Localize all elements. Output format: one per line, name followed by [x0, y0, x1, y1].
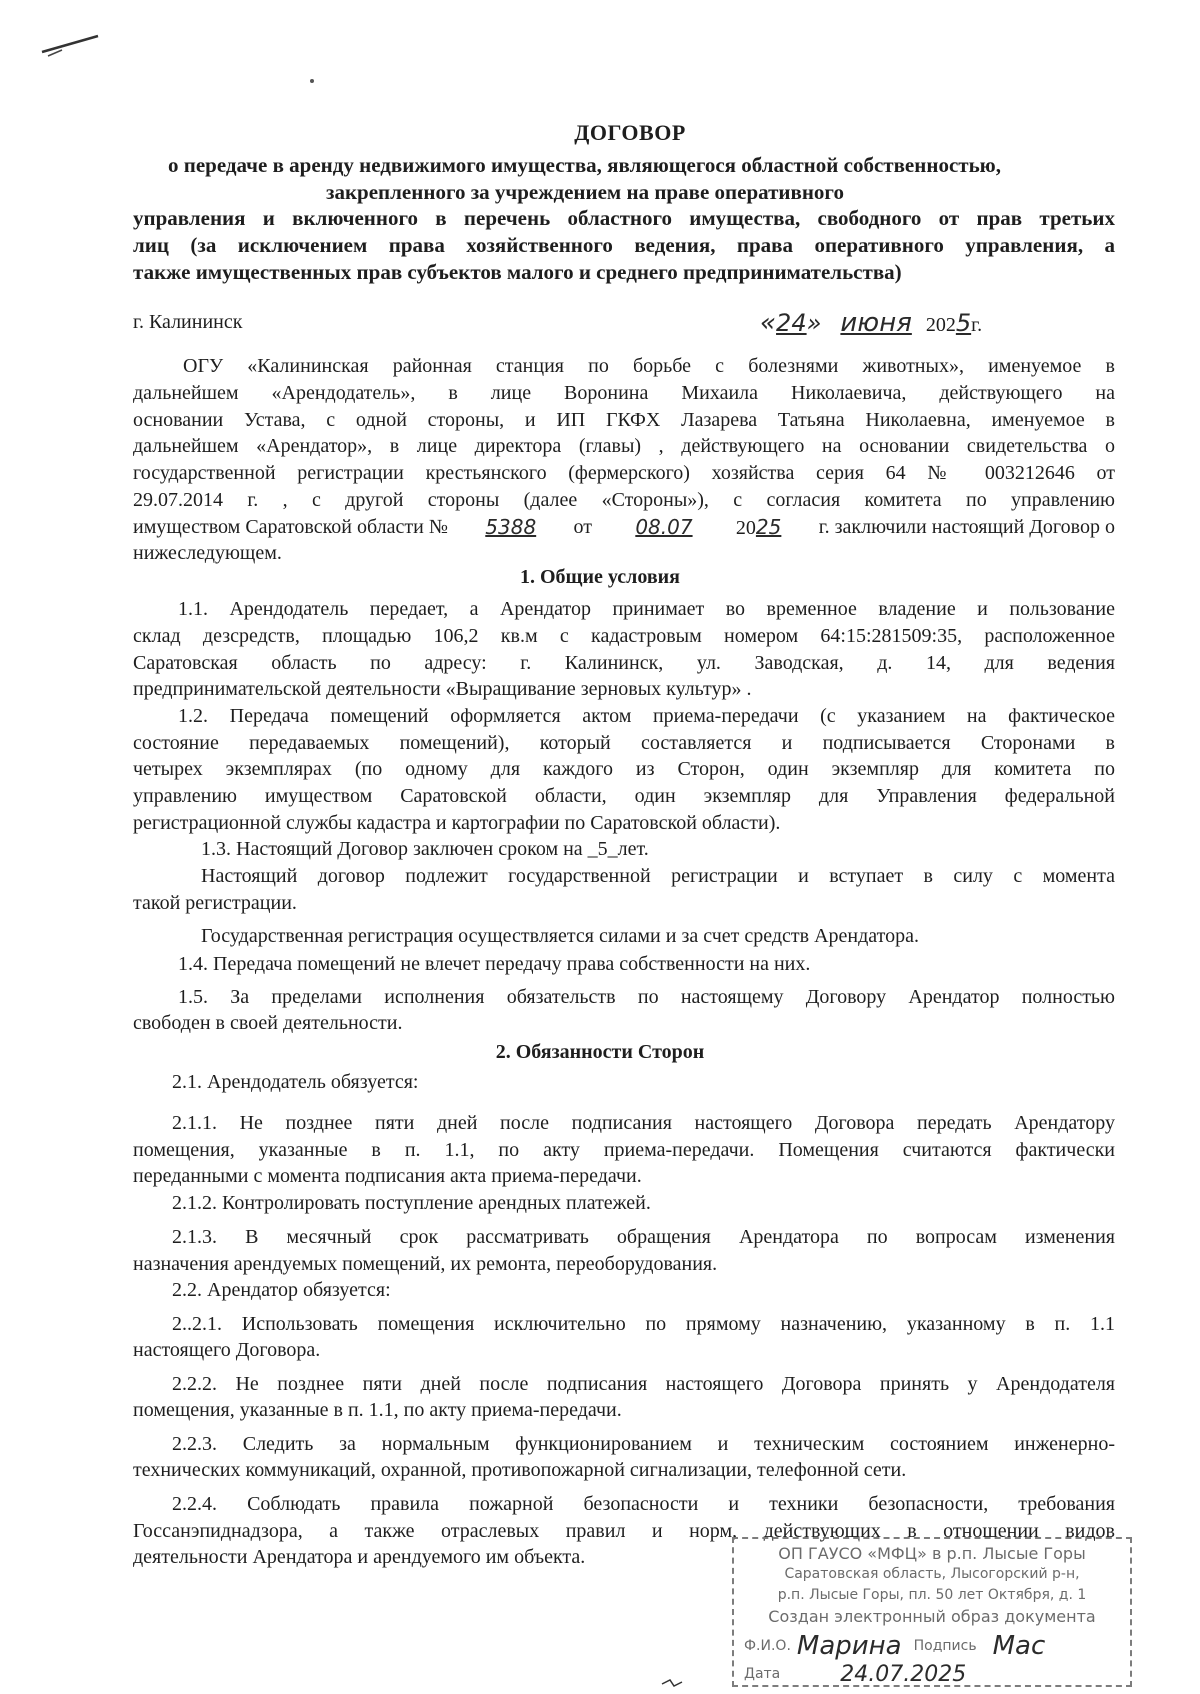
handwritten-stamp-date: 24.07.2025 — [840, 1662, 967, 1687]
section-1-line-15: 1.5. За пределами исполнения обязательств по настоящему Договору Арендатор полностью — [178, 986, 1115, 1008]
preamble-line-1: ОГУ «Калининская районная станция по борьбе с болезнями животных», именуемое в — [183, 355, 1115, 377]
subtitle-line-5: также имущественных прав субъектов малого и среднего предпринимательства) — [133, 260, 902, 284]
subtitle-line-3: управления и включенного в перечень областного имущества, свободного от прав третьих — [133, 206, 1115, 230]
preamble-line-2: дальнейшем «Арендодатель», в лице Воронина Михаила Николаевича, действующего на — [133, 382, 1115, 404]
certification-stamp — [732, 1537, 1132, 1687]
stamp-date-label: Дата — [744, 1666, 781, 1682]
preamble-line-4: дальнейшем «Арендатор», в лице директора (главы) , действующего на основании свидетельства о — [133, 435, 1115, 457]
preamble-line-last: нижеследующем. — [133, 542, 282, 564]
section-2-line-16: Госсанэпиднадзора, а также отраслевых правил и норм, действующих в отношении видов — [133, 1520, 1115, 1542]
section-2-line-14: технических коммуникаций, охранной, противопожарной сигнализации, телефонной сети. — [133, 1459, 907, 1481]
scan-dot — [308, 76, 316, 86]
consent-date: 08.07 — [635, 515, 693, 539]
section-1-line-2: склад дезсредств, площадью 106,2 кв.м с кадастровым номером 64:15:281509:35, расположенное — [133, 625, 1115, 647]
date-month: июня — [840, 308, 912, 338]
date-year-prefix: 202 — [925, 314, 956, 336]
section-1-line-10: 1.3. Настоящий Договор заключен сроком на _5_лет. — [201, 838, 649, 860]
section-1-line-3: Саратовская область по адресу: г. Калининск, ул. Заводская, д. 14, для ведения — [133, 652, 1115, 674]
stamp-signature-label: Подпись — [913, 1638, 977, 1654]
consent-text-after: г. заключили настоящий Договор о — [818, 516, 1115, 538]
preamble-consent-line — [133, 514, 1115, 541]
scan-mark-bottom — [660, 1676, 684, 1690]
document-title: ДОГОВОР — [574, 120, 686, 145]
consent-number: 5388 — [485, 515, 537, 539]
date-year-unit: г. — [971, 314, 983, 336]
date-open-quote: « — [760, 308, 777, 338]
section-2-line-15: 2.2.4. Соблюдать правила пожарной безопасности и техники безопасности, требования — [172, 1493, 1115, 1515]
consent-year-prefix: 20 — [735, 517, 756, 539]
stamp-line-2: Саратовская область, Лысогорский р-н, — [784, 1566, 1080, 1582]
section-2-line-9: 2..2.1. Использовать помещения исключительно по прямому назначению, указанному в п. 1.1 — [172, 1313, 1115, 1335]
section-1-line-9: регистрационной службы кадастра и картографии по Саратовской области). — [133, 812, 781, 834]
preamble-line-5: государственной регистрации крестьянского (фермерского) хозяйства серия 64 № 003212646 от — [133, 462, 1115, 484]
stamp-line-1: ОП ГАУСО «МФЦ» в р.п. Лысые Горы — [778, 1544, 1086, 1563]
section-1-line-12: такой регистрации. — [133, 892, 297, 914]
stamp-line-4: Создан электронный образ документа — [768, 1607, 1096, 1626]
stamp-date-row — [744, 1657, 1120, 1685]
section-2-line-8: 2.2. Арендатор обязуется: — [172, 1279, 391, 1301]
stamp-line-3: р.п. Лысые Горы, пл. 50 лет Октября, д. 1 — [777, 1587, 1087, 1603]
section-1-line-14: 1.4. Передача помещений не влечет передачу права собственности на них. — [178, 953, 811, 975]
section-2-line-3: помещения, указанные в п. 1.1, по акту приема-передачи. Помещения считаются фактически — [133, 1139, 1115, 1161]
section-1-line-1: 1.1. Арендодатель передает, а Арендатор принимает во временное владение и пользование — [178, 598, 1115, 620]
stamp-name-label: Ф.И.О. — [744, 1638, 791, 1654]
section-2-line-4: переданными с момента подписания акта приема-передачи. — [133, 1165, 642, 1187]
section-1-line-13: Государственная регистрация осуществляется силами и за счет средств Арендатора. — [201, 925, 920, 947]
section-2-line-6: 2.1.3. В месячный срок рассматривать обращения Арендатора по вопросам изменения — [172, 1226, 1115, 1248]
section-2-line-5: 2.1.2. Контролировать поступление арендных платежей. — [172, 1192, 651, 1214]
subtitle-line-2: закрепленного за учреждением на праве оперативного — [326, 180, 844, 204]
section-1-line-11: Настоящий договор подлежит государственной регистрации и вступает в силу с момента — [201, 865, 1115, 887]
section-2-heading: 2. Обязанности Сторон — [495, 1041, 705, 1063]
section-2-line-2: 2.1.1. Не позднее пяти дней после подписания настоящего Договора передать Арендатору — [172, 1112, 1115, 1134]
preamble-line-3: основании Устава, с одной стороны, и ИП ГКФХ Лазарева Татьяна Николаевна, именуемое в — [133, 409, 1115, 431]
date-year-suffix: 5 — [955, 309, 972, 337]
section-1-line-4: предпринимательской деятельности «Выращивание зерновых культур» . — [133, 678, 752, 700]
subtitle-line-1: о передаче в аренду недвижимого имущества, являющегося областной собственностью, — [168, 153, 1001, 177]
handwritten-name: Марина — [796, 1631, 902, 1661]
section-1-heading: 1. Общие условия — [520, 566, 680, 588]
preamble-line-6: 29.07.2014 г. , с другой стороны (далее «Стороны»), с согласия комитета по управлению — [133, 489, 1115, 511]
section-1-line-7: четырех экземплярах (по одному для каждого из Сторон, один экземпляр для комитета по — [133, 758, 1115, 780]
city: г. Калининск — [133, 311, 243, 333]
section-2-line-7: назначения арендуемых помещений, их ремонта, переоборудования. — [133, 1253, 718, 1275]
subtitle-line-4: лиц (за исключением права хозяйственного ведения, права оперативного управления, а — [133, 233, 1115, 257]
date-day: 24 — [776, 309, 807, 337]
section-2-line-1: 2.1. Арендодатель обязуется: — [172, 1071, 419, 1093]
consent-year: 25 — [755, 515, 782, 539]
date-close-quote: » — [806, 309, 822, 337]
section-2-line-10: настоящего Договора. — [133, 1339, 321, 1361]
contract-date — [760, 308, 982, 338]
section-1-line-5: 1.2. Передача помещений оформляется актом приема-передачи (с указанием на фактическое — [178, 705, 1115, 727]
section-2-line-13: 2.2.3. Следить за нормальным функционированием и техническим состоянием инженерно- — [172, 1433, 1115, 1455]
handwritten-signature: Мас — [992, 1631, 1046, 1661]
section-1-line-6: состояние передаваемых помещений), который составляется и подписывается Сторонами в — [133, 732, 1115, 754]
section-1-line-16: свободен в своей деятельности. — [133, 1012, 403, 1034]
section-2-line-12: помещения, указанные в п. 1.1, по акту приема-передачи. — [133, 1399, 622, 1421]
consent-from: от — [573, 516, 592, 538]
stamp-signature-row — [744, 1627, 1120, 1661]
section-2-line-17: деятельности Арендатора и арендуемого им объекта. — [133, 1546, 586, 1568]
section-1-line-8: управлению имуществом Саратовской области, один экземпляр для Управления федеральной — [133, 785, 1115, 807]
consent-text-before: имуществом Саратовской области № — [133, 516, 448, 538]
section-2-line-11: 2.2.2. Не позднее пяти дней после подписания настоящего Договора принять у Арендодателя — [172, 1373, 1115, 1395]
scan-mark-top-left — [40, 30, 100, 60]
